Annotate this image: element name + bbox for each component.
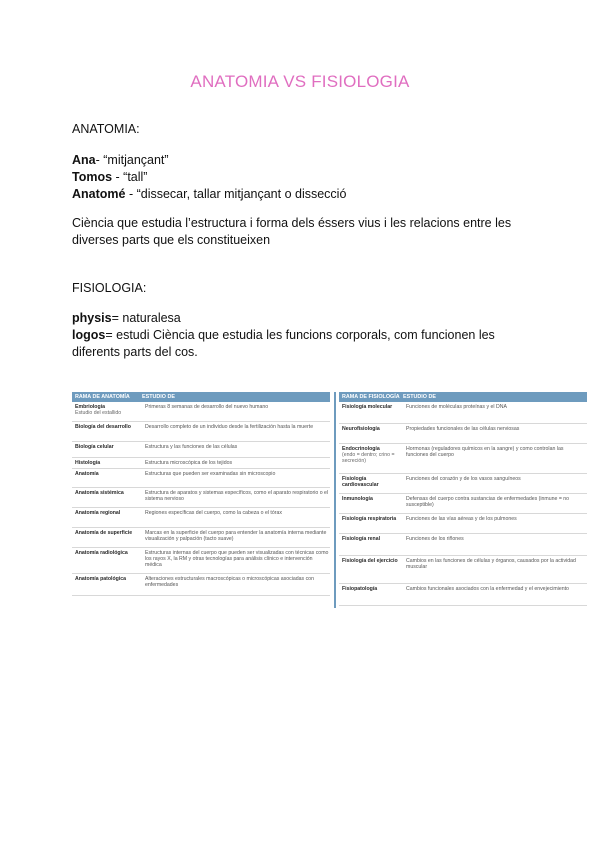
branch-name (72, 490, 142, 496)
branch-title: Fisiología del ejercicio (342, 558, 398, 564)
branch-title: Biología del desarrollo (75, 424, 131, 430)
branch-description: Cambios en las funciones de células y órganos, causados por la actividad muscular (406, 558, 576, 571)
branch-name (339, 496, 403, 502)
branch-title: Anatomía regional (75, 510, 121, 516)
branch-description: Propiedades funcionales de las células nerviosas (406, 426, 520, 432)
table-row (72, 402, 330, 422)
fisiologia-heading: FISIOLOGIA: (72, 281, 147, 295)
branch-title: Anatomía sistémica (75, 490, 124, 496)
table-row (72, 548, 330, 574)
branch-title: Embriología (75, 404, 105, 410)
term: logos (72, 328, 106, 342)
physis-line (72, 310, 522, 327)
branch-description: Funciones de las vías aéreas y de los pulmones (406, 516, 517, 522)
branch-name (72, 550, 142, 556)
branch-title: Anatomía radiológica (75, 550, 128, 556)
branch-description: Alteraciones estructurales macroscópicas o microscópicas asociadas con enfermedades (145, 576, 314, 589)
separator: - (112, 170, 124, 184)
table-row (339, 402, 587, 424)
table-row (339, 424, 587, 444)
separator: - (125, 187, 137, 201)
etymology-item (72, 152, 346, 169)
comparison-tables-image (72, 392, 588, 610)
branch-name (72, 471, 142, 477)
branch-name (339, 404, 403, 410)
branch-description: Funciones del corazón y de los vasos sanguíneos (406, 476, 521, 482)
branch-title: Fisiología renal (342, 536, 381, 542)
fisiologia-definitions (72, 310, 522, 361)
branch-description: Estructura microscópica de los tejidos (145, 460, 233, 466)
branch-description: Primeras 8 semanas de desarrollo del nuevo humano (145, 404, 269, 410)
page-title: ANATOMIA VS FISIOLOGIA (190, 72, 410, 91)
branch-name (339, 586, 403, 592)
branch-description: Hormonas (reguladores químicos en la sangre) y como controlan las funciones del cuerpo (406, 446, 564, 459)
branch-name (339, 426, 403, 432)
branch-title: Fisiología molecular (342, 404, 393, 410)
header-cell: ESTUDIO DE (403, 394, 436, 400)
table-row (339, 494, 587, 514)
branch-name (72, 510, 142, 516)
branch-name (339, 558, 403, 564)
branch-description: Marcas en la superficie del cuerpo para entender la anatomía interna mediante visualización y palpación (tacto suave) (145, 530, 327, 543)
meaning: = estudi Ciència que estudia les funcions corporals, com funcionen les diferents parts del cos. (72, 328, 495, 359)
branch-title: Fisiopatología (342, 586, 378, 592)
etymology-item (72, 186, 346, 203)
table-header (72, 392, 330, 402)
branch-description: Estructuras que pueden ser examinadas sin microscopio (145, 471, 276, 477)
table-row (339, 514, 587, 534)
branch-name (72, 404, 142, 416)
branch-description: Cambios funcionales asociados con la enfermedad y el envejecimiento (406, 586, 569, 592)
branch-title: Inmunología (342, 496, 373, 502)
table-row (339, 534, 587, 556)
header-cell: RAMA DE ANATOMÍA (75, 394, 130, 400)
branch-title: Histología (75, 460, 101, 466)
branch-name (339, 516, 403, 522)
physiology-branches-table (339, 392, 587, 608)
branch-description: Regiones específicas del cuerpo, como la cabeza o el tórax (145, 510, 282, 516)
table-row (72, 488, 330, 508)
branch-title: Anatomía (75, 471, 99, 477)
etymology-list (72, 152, 346, 203)
anatomy-branches-table (72, 392, 330, 608)
branch-name (339, 476, 403, 488)
branch-description: Funciones de los riñones (406, 536, 464, 542)
branch-description: Funciones de moléculas proteínas y el DNA (406, 404, 507, 410)
anatomia-heading: ANATOMIA: (72, 122, 140, 136)
branch-name (72, 424, 142, 430)
branch-title: Endocrinología (342, 446, 380, 452)
table-row (72, 442, 330, 458)
logos-line (72, 327, 522, 361)
table-row (72, 469, 330, 488)
branch-title: Fisiología cardiovascular (342, 476, 379, 489)
branch-title: Fisiología respiratoria (342, 516, 397, 522)
table-row (72, 574, 330, 596)
branch-name (339, 446, 403, 465)
table-row (72, 422, 330, 442)
meaning: “mitjançant” (103, 153, 169, 167)
branch-subtitle: Estudio del estallido (75, 410, 122, 417)
table-row (339, 556, 587, 584)
branch-name (72, 444, 142, 450)
term: Ana (72, 153, 96, 167)
branch-title: Anatomía de superficie (75, 530, 133, 536)
table-header (339, 392, 587, 402)
branch-title: Neurofisiología (342, 426, 380, 432)
branch-description: Desarrollo completo de un individuo desde la fertilización hasta la muerte (145, 424, 314, 430)
branch-description: Defensas del cuerpo contra sustancias de enfermedades (inmune = no susceptible) (406, 496, 570, 509)
meaning: “tall” (123, 170, 148, 184)
table-row (72, 508, 330, 528)
branch-name (72, 576, 142, 582)
etymology-item (72, 169, 346, 186)
branch-subtitle: (endo = dentro; crino = secreción) (342, 452, 395, 465)
table-row (72, 458, 330, 469)
anatomia-description: Ciència que estudia l’estructura i forma dels éssers vius i les relacions entre les diverses parts que els constitueixen (72, 216, 512, 247)
branch-description: Estructura de aparatos y sistemas específicos, como el aparato respiratorio o el sistema nervioso (145, 490, 329, 503)
branch-description: Estructuras internas del cuerpo que pueden ser visualizadas con técnicas como los rayos X, la RM y otras tecnologías para análisis clínico e intervención médica (145, 550, 329, 569)
branch-title: Biología celular (75, 444, 114, 450)
header-cell: ESTUDIO DE (142, 394, 175, 400)
separator: - (95, 153, 104, 167)
branch-name (72, 460, 142, 466)
term: Anatomé (72, 187, 126, 201)
branch-name (72, 530, 142, 536)
header-cell: RAMA DE FISIOLOGÍA (342, 394, 400, 400)
table-divider (334, 392, 336, 608)
branch-name (339, 536, 403, 542)
meaning: = naturalesa (111, 311, 181, 325)
table-row (72, 528, 330, 548)
branch-description: Estructura y las funciones de las células (145, 444, 238, 450)
meaning: “dissecar, tallar mitjançant o dissecció (136, 187, 347, 201)
table-row (339, 584, 587, 606)
table-row (339, 474, 587, 494)
term: physis (72, 311, 112, 325)
term: Tomos (72, 170, 113, 184)
table-row (339, 444, 587, 474)
branch-title: Anatomía patológica (75, 576, 127, 582)
